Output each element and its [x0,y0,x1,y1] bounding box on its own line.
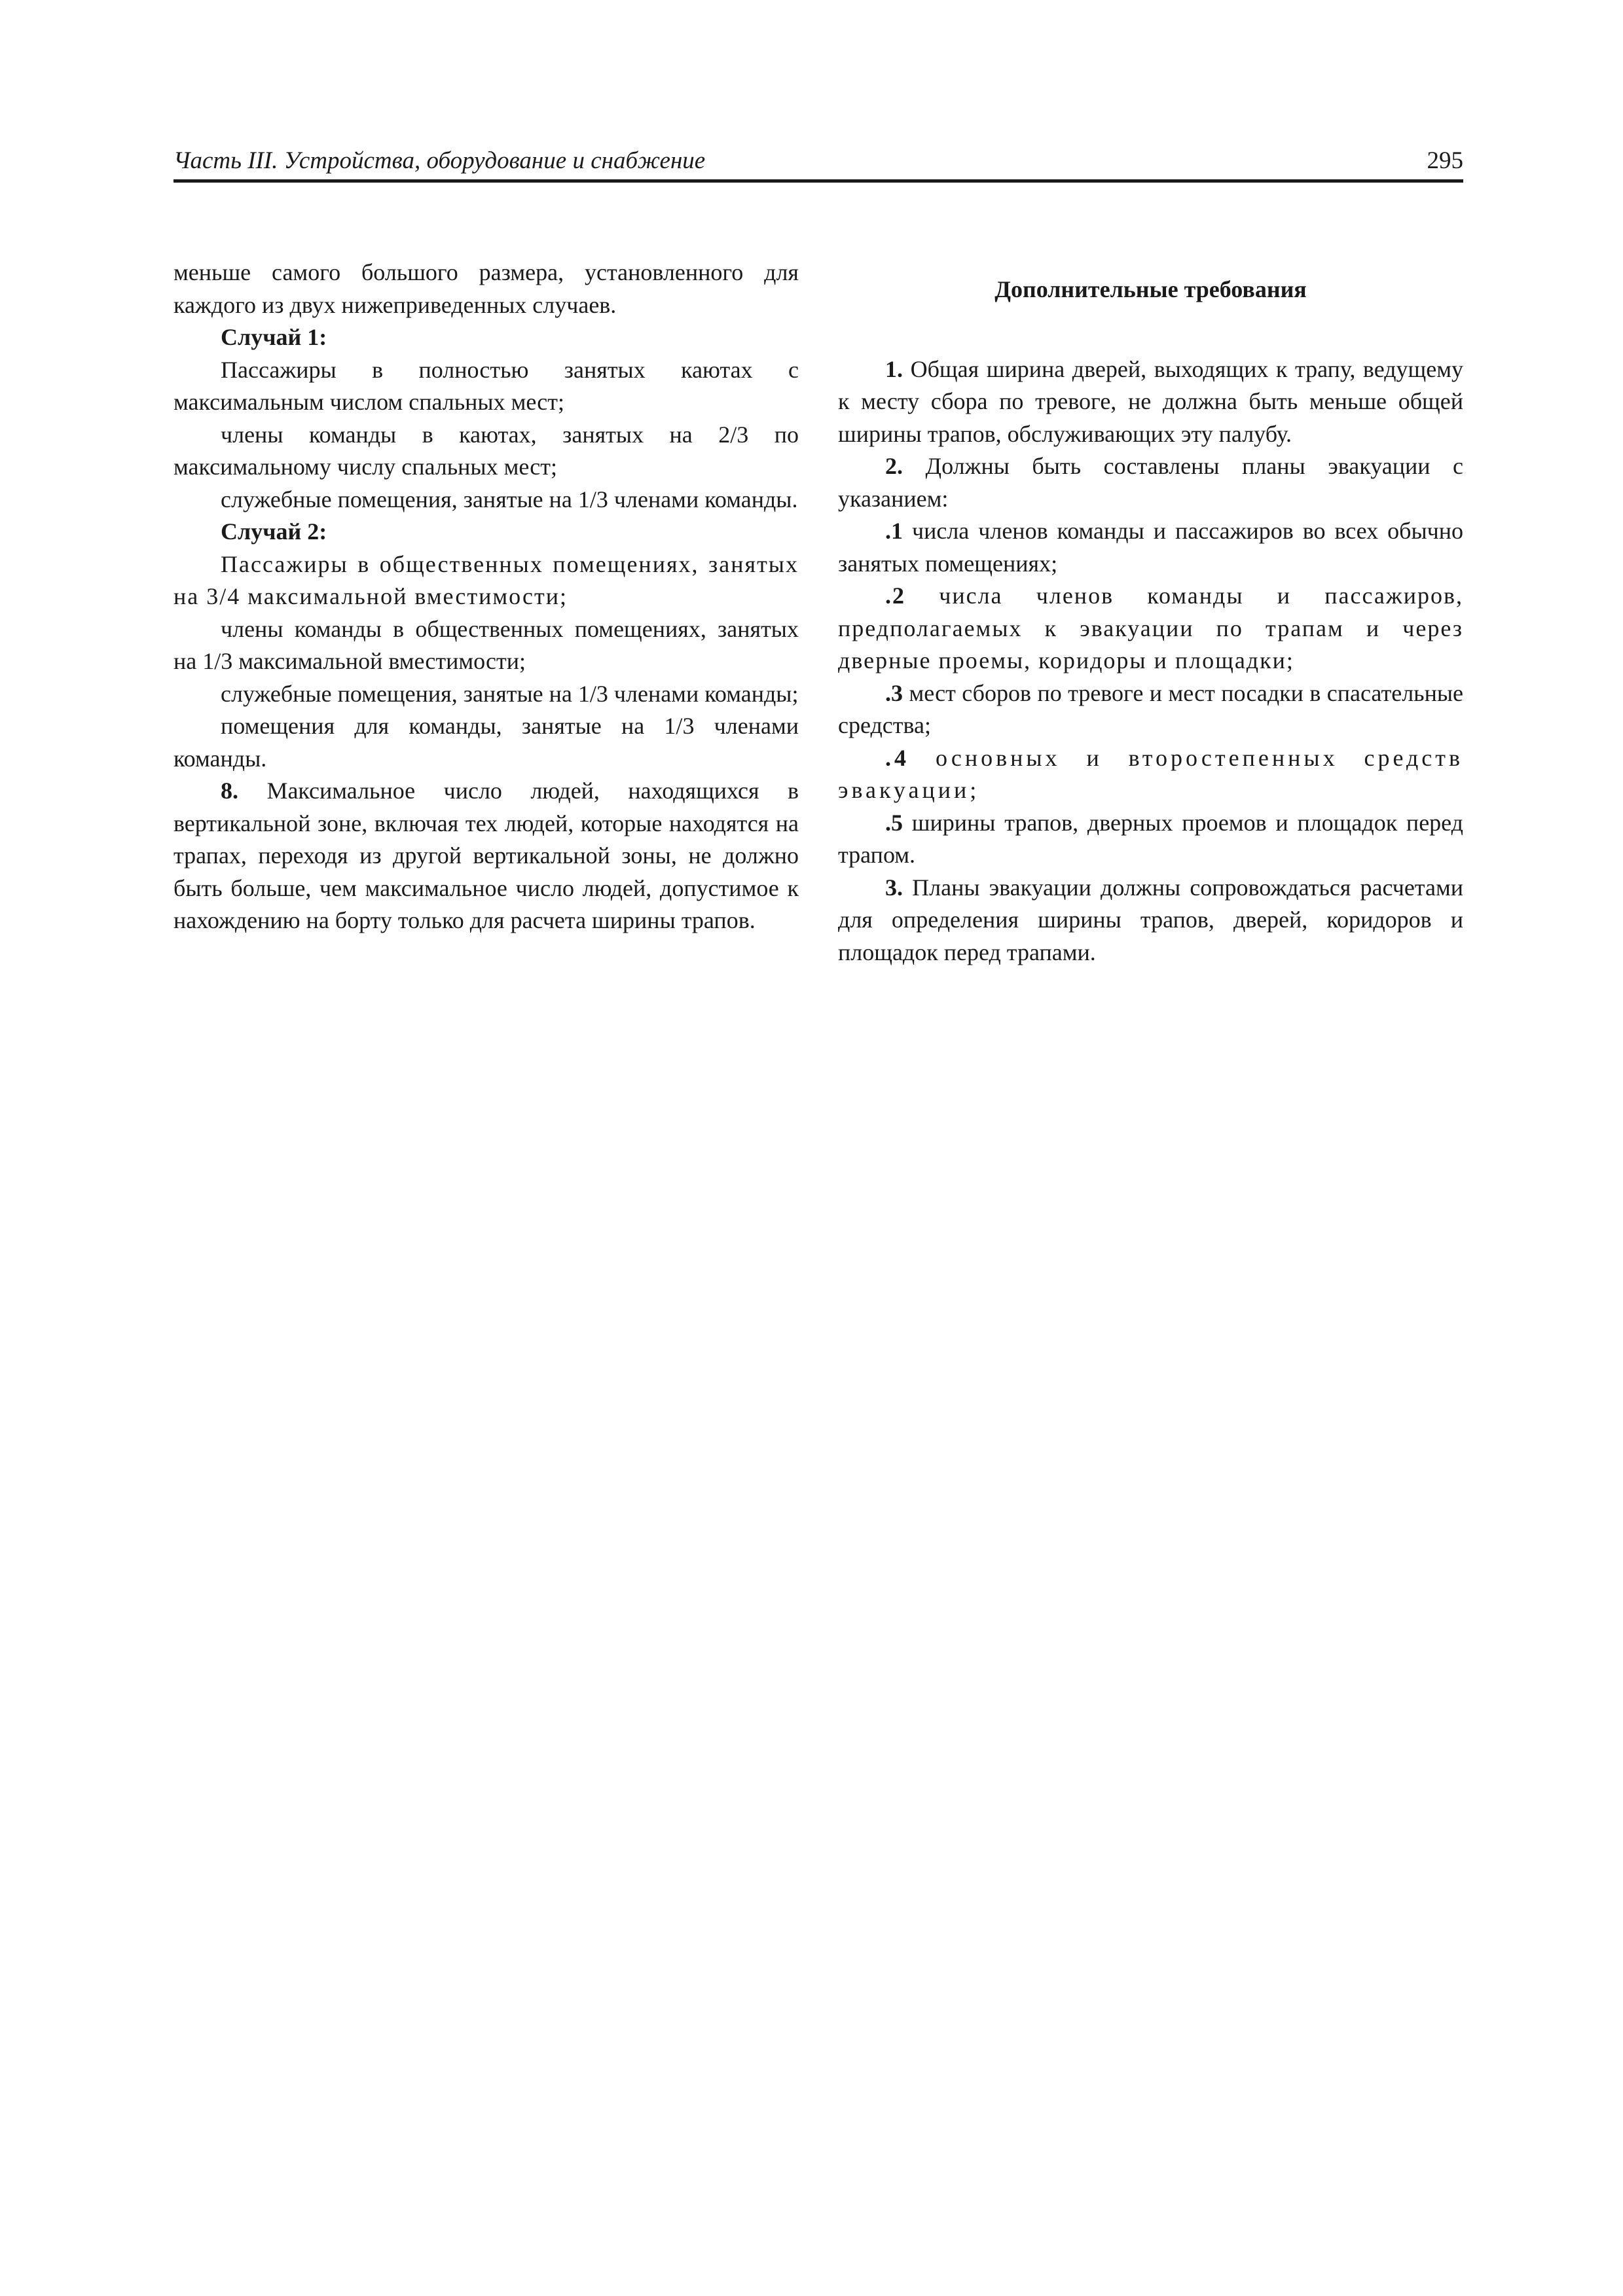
item-2 [838,450,1463,515]
sub-item-number: .5 [885,809,903,836]
case-2-title: Случай 2: [221,518,327,545]
item-1 [838,353,1463,451]
sub-item [838,677,1463,742]
sub-item-number: .4 [885,744,909,771]
sub-item-text: числа членов команды и пассажиров во всех обычно занятых помещениях; [838,518,1464,577]
left-column [173,257,799,937]
right-column [838,257,1463,969]
sub-item-number: .1 [885,518,903,544]
sub-item [838,807,1463,872]
sub-item-number: .3 [885,679,903,706]
case-1-item: Пассажиры в полностью занятых каютах с максимальным числом спальных мест; [173,356,799,415]
sub-item [838,515,1463,580]
case-1-item: члены команды в каютах, занятых на 2/3 по максимальному числу спальных мест; [173,421,799,480]
item-3 [838,872,1463,969]
header-title: Часть III. Устройства, оборудование и снабжение [173,147,706,174]
case-2-item: Пассажиры в общественных помещениях, занятых на 3/4 максимальной вместимости; [173,550,799,609]
paragraph-continuation: меньше самого большого размера, установленного для каждого из двух нижеприведенных случаев. [173,259,799,318]
case-2-item: помещения для команды, занятые на 1/3 членами команды. [173,713,799,772]
sub-item [838,580,1463,677]
sub-item-text: числа членов команды и пассажиров, предполагаемых к эвакуации по трапам и через дверные проемы, коридоры и площадки; [838,583,1464,673]
case-1-item: служебные помещения, занятые на 1/3 членами команды. [221,486,798,512]
sub-item [838,742,1463,807]
item-1-number: 1. [885,355,903,382]
sub-item-text: ширины трапов, дверных проемов и площадок перед трапом. [838,809,1464,868]
sub-item-number: .2 [885,583,905,609]
case-1-title: Случай 1: [221,324,327,350]
item-3-number: 3. [885,874,903,901]
page-header [173,145,1463,183]
item-8-text: Максимальное число людей, находящихся в вертикальной зоне, включая тех людей, которые находятся на трапах, переходя из другой вертикальной зоны, не должно быть больше, чем максимальное число людей, допустимое к нахождению на борту только для расчета ширины трапов. [173,778,799,933]
page-number: 295 [1427,147,1463,174]
item-1-text: Общая ширина дверей, выходящих к трапу, ведущему к месту сбора по тревоге, не должна быть меньше общей ширины трапов, обслуживающих эту палубу. [838,355,1463,447]
sub-item-text: мест сборов по тревоге и мест посадки в спасательные средства; [838,679,1464,738]
section-heading: Дополнительные требования [994,276,1307,302]
case-2-item: члены команды в общественных помещениях, занятых на 1/3 максимальной вместимости; [173,615,799,674]
item-8-number: 8. [221,778,238,804]
item-2-text: Должны быть составлены планы эвакуации с указанием: [838,453,1464,512]
item-3-text: Планы эвакуации должны сопровождаться расчетами для определения ширины трапов, дверей, коридоров и площадок перед трапами. [838,874,1463,965]
item-8 [173,775,799,937]
item-2-number: 2. [885,453,903,479]
sub-item-text: основных и второстепенных средств эвакуации; [838,744,1463,803]
case-2-item: служебные помещения, занятые на 1/3 членами команды; [221,680,799,707]
